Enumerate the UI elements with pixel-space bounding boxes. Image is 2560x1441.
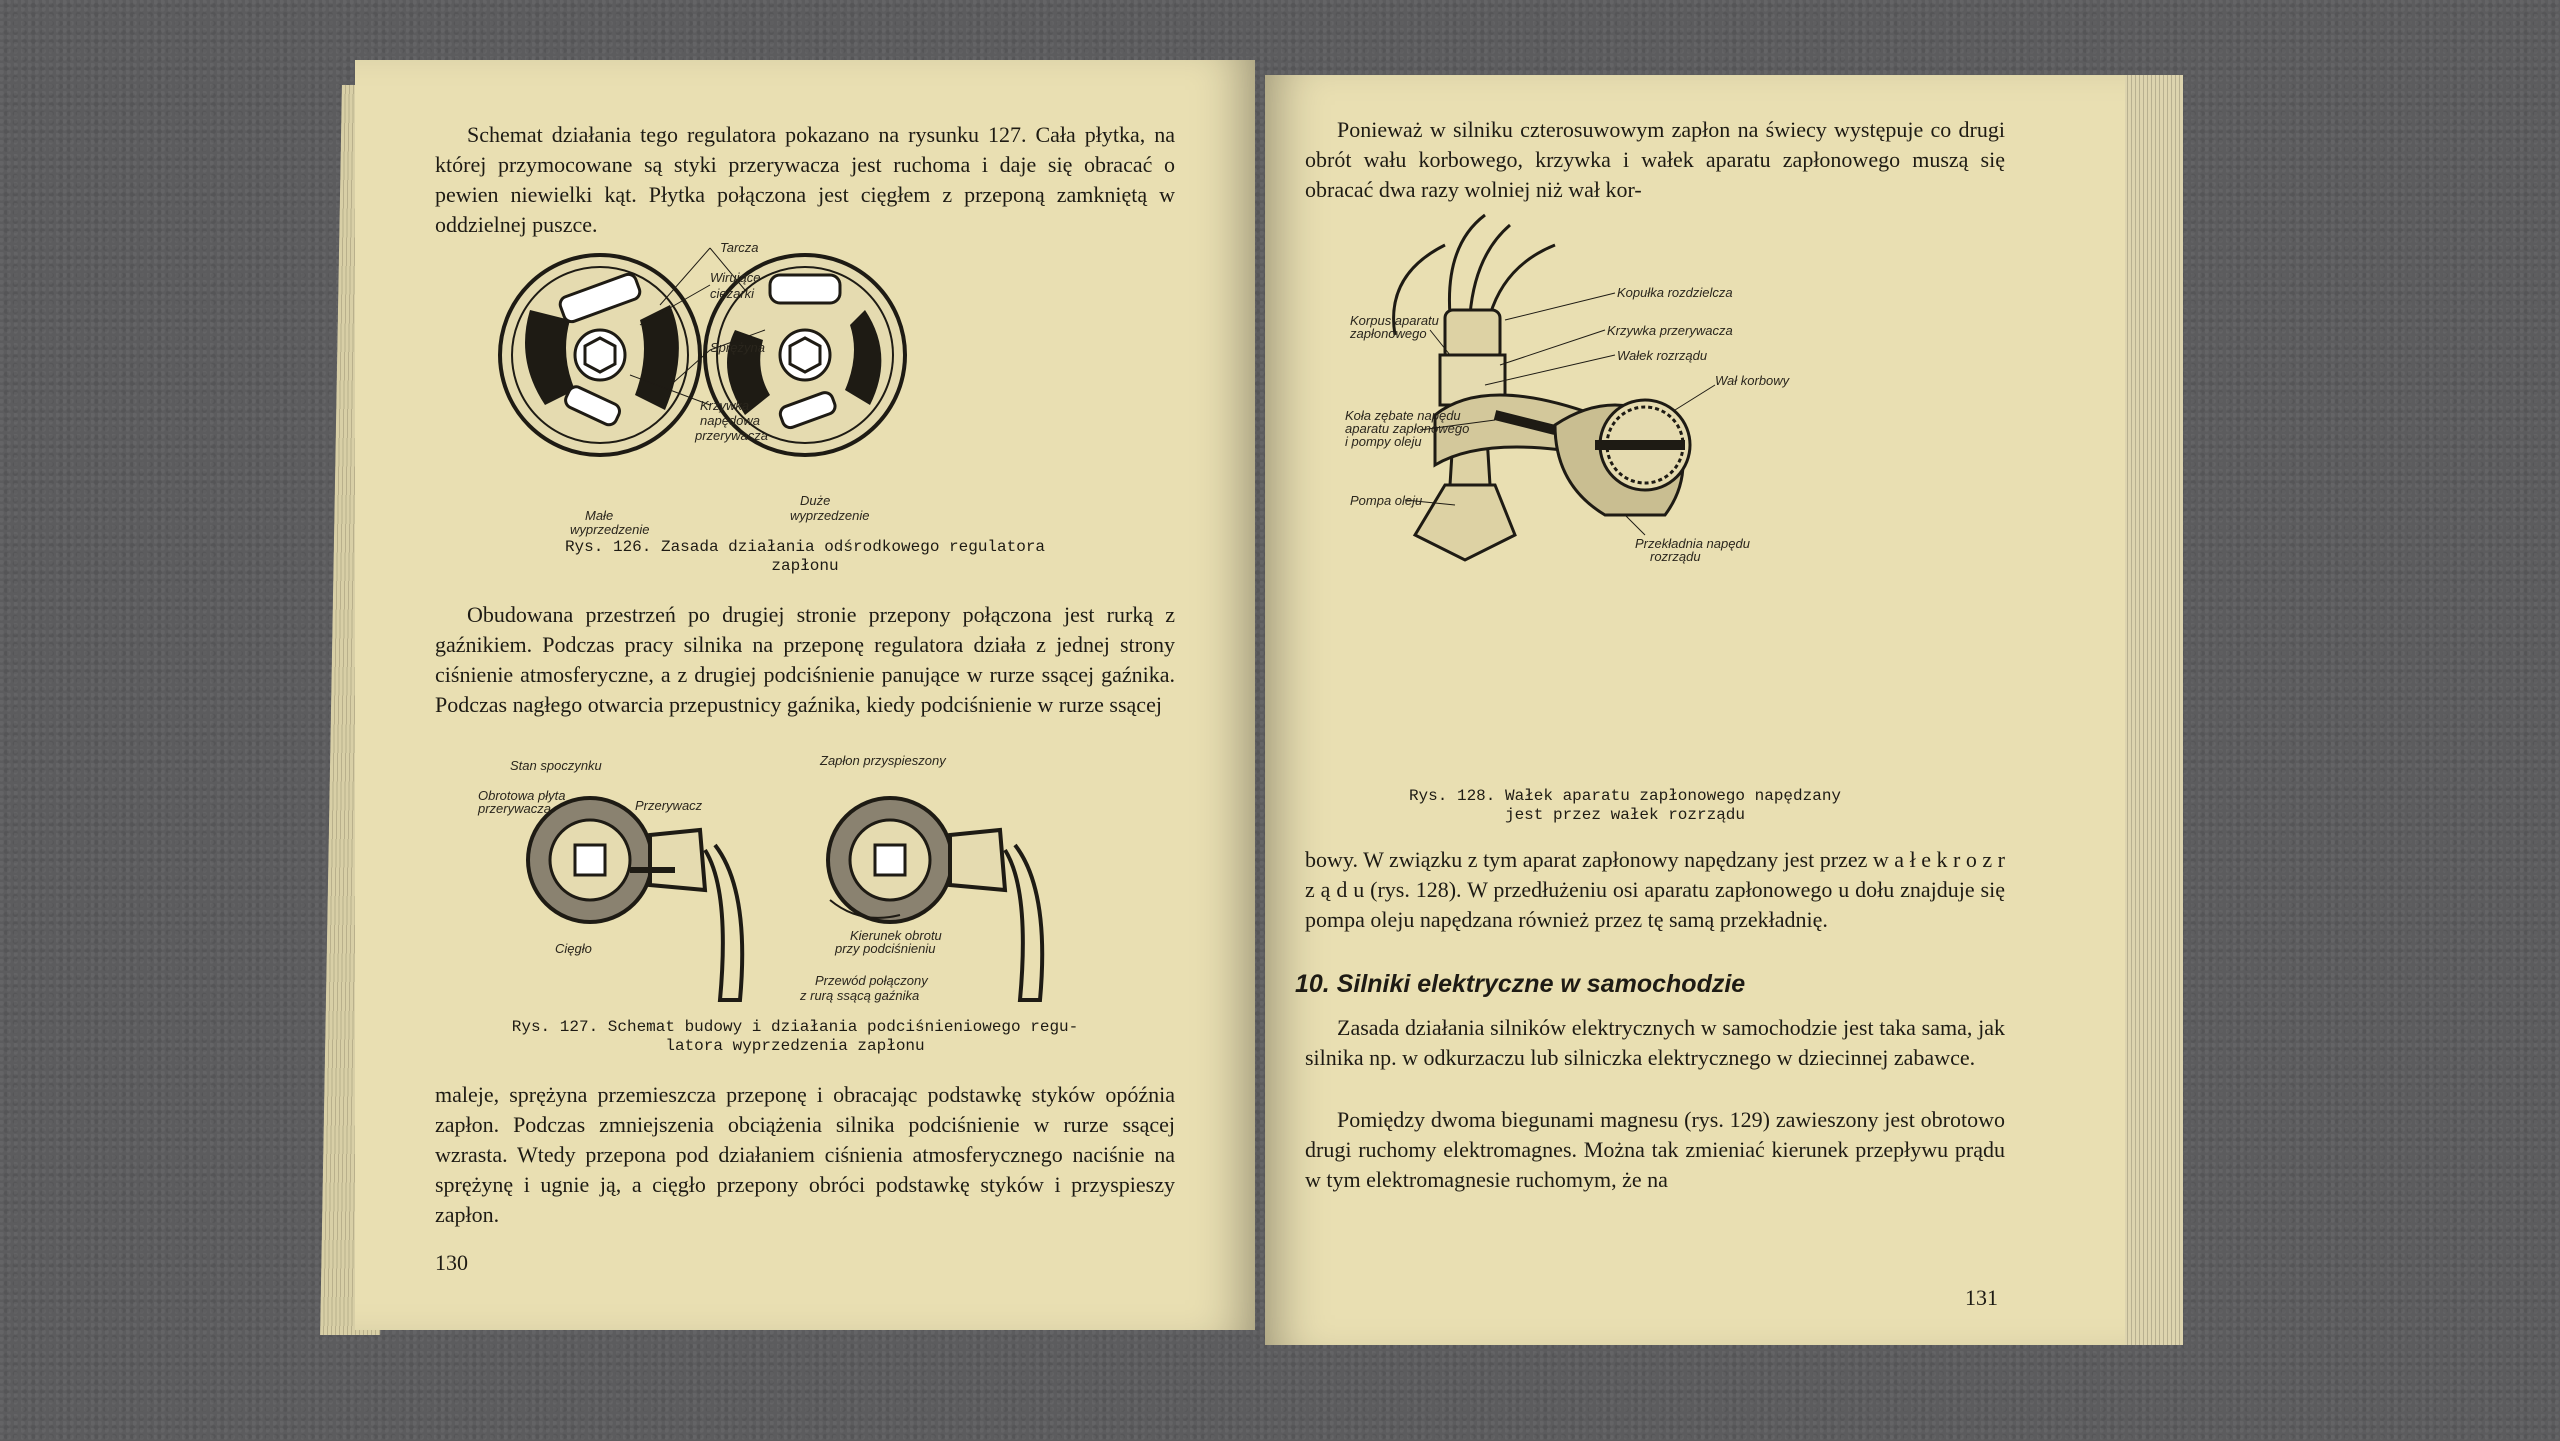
figure-126-caption: Rys. 126. Zasada działania odśrodkowego regulatora zapłonu: [564, 538, 1046, 575]
label-kopulka: Kopułka rozdzielcza: [1617, 285, 1733, 300]
label-przewod-1: Przewód połączony: [815, 973, 928, 988]
vacuum-regulator-advanced: [828, 798, 1042, 1000]
right-paragraph-3: Zasada działania silników elektrycznych w samochodzie jest taka sama, jak silnika np. w odkurzaczu lub silniczka elektrycznego w dziecinnej zabawce.: [1305, 1015, 2005, 1070]
figure-127-caption: Rys. 127. Schemat budowy i działania podciśnieniowego regu- latora wyprzedzenia zapłonu: [511, 1018, 1079, 1055]
label-wal-korbowy: Wał korbowy: [1715, 373, 1790, 388]
right-page-number: 131: [1965, 1285, 1998, 1310]
label-obrotowa-2: przerywacza: [478, 801, 551, 816]
label-duze-1: Duże: [800, 493, 831, 508]
label-kola-2: aparatu zapłonowego: [1345, 421, 1470, 436]
label-duze-2: wyprzedzenie: [790, 508, 870, 523]
vacuum-regulator-rest: [528, 798, 742, 1000]
label-kola-3: i pompy oleju: [1345, 434, 1422, 449]
section-heading: 10. Silniki elektryczne w samochodzie: [1295, 970, 1746, 998]
left-paragraph-1: Schemat działania tego regulatora pokazano na rysunku 127. Cała płytka, na której przymocowane są styki przerywacza jest ruchoma i daje się obracać o pewien niewielki kąt. Płytka połączona jest cięgłem z przeponą zamkniętą w oddzielnej puszce.: [435, 122, 1175, 237]
figure-128: [1345, 215, 1905, 575]
label-przerywacz: Przerywacz: [635, 798, 703, 813]
label-obrotowa-1: Obrotowa płyta: [478, 788, 566, 803]
label-krzywka-1: Krzywka: [700, 398, 750, 413]
label-krzywka-3: przerywacza: [695, 428, 768, 443]
label-male-2: wyprzedzenie: [570, 522, 650, 537]
label-kierunek-1: Kierunek obrotu: [850, 928, 942, 943]
left-page-number: 130: [435, 1250, 468, 1275]
distributor-drawing: [1394, 215, 1690, 560]
label-korpus-1: Korpus aparatu: [1350, 313, 1439, 328]
open-book: [335, 55, 2175, 1345]
label-pompa: Pompa oleju: [1350, 493, 1423, 508]
label-ciezarki: ciężarki: [710, 286, 755, 301]
left-page: [355, 60, 1255, 1330]
label-zaplon-przyspieszony: Zapłon przyspieszony: [820, 753, 946, 768]
label-przewod-2: z rurą ssącą gaźnika: [800, 988, 920, 1003]
right-paragraph-1: Ponieważ w silniku czterosuwowym zapłon na świecy występuje co drugi obrót wału korbowego, krzywka i wałek aparatu zapłonowego muszą się obracać dwa razy wolniej niż wał kor-: [1305, 117, 2005, 202]
figure-126: [505, 230, 1105, 537]
right-paragraph-2: bowy. W związku z tym aparat zapłonowy napędzany jest przez w a ł e k r o z r z ą d u (rys. 128). W przedłużeniu osi aparatu zapłonowego u dołu znajduje się pompa oleju napędzana również przez tę samą przekładnię.: [1305, 847, 2005, 932]
label-walek: Wałek rozrządu: [1617, 348, 1708, 363]
regulator-left-drawing: [500, 255, 700, 455]
label-krzywka-2: napędowa: [700, 413, 760, 428]
label-male-1: Małe: [585, 508, 614, 523]
label-przekladnia-1: Przekładnia napędu: [1635, 536, 1750, 551]
label-wirujace: Wirujące: [710, 270, 761, 285]
right-paragraph-4: Pomiędzy dwoma biegunami magnesu (rys. 129) zawieszony jest obrotowo drugi ruchomy elektromagnes. Można tak zmieniać kierunek przepływu prądu w tym elektromagnesie ruchomym, że na: [1305, 1107, 2005, 1192]
label-sprezyna: Sprężyna: [710, 340, 765, 355]
label-stan-spoczynku: Stan spoczynku: [510, 758, 602, 773]
right-page: [1265, 75, 2125, 1345]
label-przekladnia-2: rozrządu: [1650, 549, 1701, 564]
label-kierunek-2: przy podciśnieniu: [835, 941, 936, 956]
label-tarcza: Tarcza: [720, 240, 759, 255]
figure-127: [470, 750, 1090, 1010]
label-ciegla: Cięgło: [555, 941, 592, 956]
left-paragraph-3: maleje, sprężyna przemieszcza przeponę i obracając podstawkę styków opóźnia zapłon. Podczas zmniejszenia obciążenia silnika podciśnienie w rurze ssącej wzrasta. Wtedy przepona pod działaniem ciśnienia atmosferycznego naciśnie na sprężynę i ugnie ją, a cięgło przepony obróci podstawkę styków i przyspieszy zapłon.: [435, 1082, 1175, 1227]
label-krzywka: Krzywka przerywacza: [1607, 323, 1733, 338]
figure-128-caption: Rys. 128. Wałek aparatu zapłonowego napędzany jest przez wałek rozrządu: [1408, 787, 1842, 824]
label-kola-1: Koła zębate napędu: [1345, 408, 1461, 423]
label-korpus-2: zapłonowego: [1350, 326, 1427, 341]
left-paragraph-2: Obudowana przestrzeń po drugiej stronie przepony połączona jest rurką z gaźnikiem. Podczas pracy silnika na przeponę regulatora działa z jednej strony ciśnienie atmosferyczne, a z drugiej podciśnienie panujące w rurze ssącej gaźnika. Podczas nagłego otwarcia przepustnicy gaźnika, kiedy podciśnienie w rurze ssącej: [435, 602, 1175, 717]
